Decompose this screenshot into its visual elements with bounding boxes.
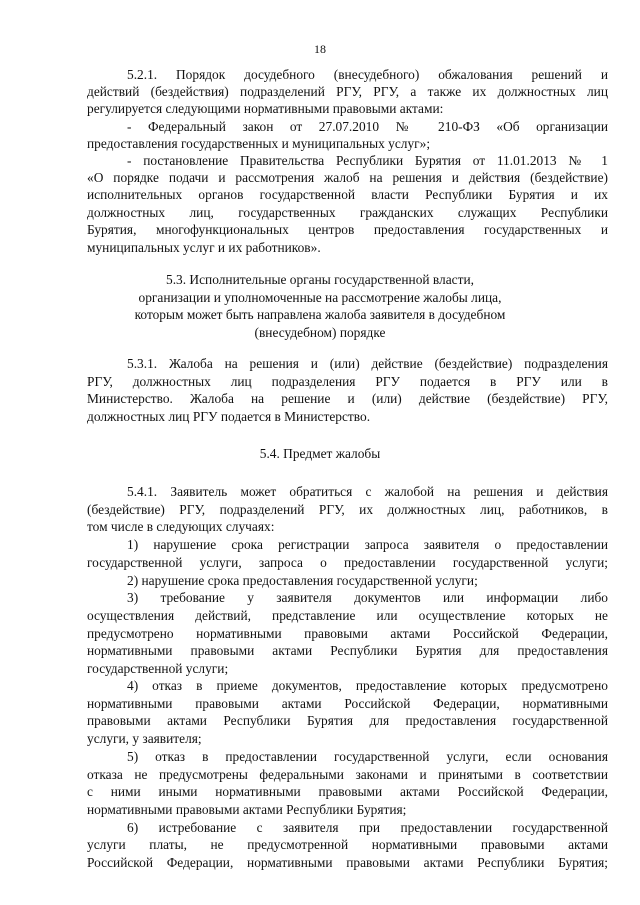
text-line: РГУ, должностных лиц подразделения РГУ подается в РГУ или в <box>87 374 608 389</box>
text-line: государственной услуги; <box>87 661 229 676</box>
text-line: предоставления государственных и муниципальных услуг»; <box>87 136 431 151</box>
text-line: муниципальных услуг и их работников». <box>87 240 321 255</box>
text-line: должностных лиц РГУ подается в Министерство. <box>87 409 371 424</box>
text-line: предусмотрено нормативными правовыми актами Российской Федерации, <box>87 626 608 641</box>
text-line: организации и уполномоченные на рассмотрение жалобы лица, <box>138 290 502 305</box>
text-line: правовыми актами Республики Бурятия для предоставления государственной <box>87 713 608 728</box>
text-line: услуги, у заявителя; <box>87 731 202 746</box>
text-line: (внесудебном) порядке <box>254 325 386 340</box>
text-line: 3) требование у заявителя документов или информации либо <box>127 590 608 605</box>
text-line: 5.3.1. Жалоба на решения и (или) действие (бездействие) подразделения <box>127 356 608 371</box>
text-line: 2) нарушение срока предоставления государственной услуги; <box>127 573 478 588</box>
text-line: 5.4. Предмет жалобы <box>259 446 381 461</box>
text-line: нормативными правовыми актами Республики Бурятия для предоставления <box>87 643 608 658</box>
text-line: 6) истребование с заявителя при предоставлении государственной <box>127 820 608 835</box>
text-line: нормативными правовыми актами Республики Бурятия; <box>87 802 407 817</box>
text-line: 5.2.1. Порядок досудебного (внесудебного) обжалования решений и <box>127 67 608 82</box>
text-line: действий (бездействия) подразделений РГУ, РГУ, а также их должностных лиц <box>87 84 608 99</box>
text-line: Министерство. Жалоба на решение и (или) действие (бездействие) РГУ, <box>87 391 608 406</box>
text-line: нормативными правовыми актами Российской Федерации, нормативными <box>87 696 608 711</box>
text-line: должностных лиц, государственных гражданских служащих Республики <box>87 205 608 220</box>
text-line: Российской Федерации, нормативными правовыми актами Республики Бурятия; <box>87 855 608 870</box>
text-line: 5) отказ в предоставлении государственной услуги, если основания <box>127 749 608 764</box>
text-line: «О порядке подачи и рассмотрения жалоб на решения и действия (бездействие) <box>87 170 608 185</box>
text-line: государственной услуги, запроса о предоставлении государственной услуги; <box>87 555 608 570</box>
text-line: Бурятия, многофункциональных центров предоставления государственных и <box>87 222 608 237</box>
page-number: 18 <box>314 42 326 56</box>
text-line: том числе в следующих случаях: <box>87 519 275 534</box>
text-line: (бездействие) РГУ, подразделений РГУ, их должностных лиц, работников, в <box>87 502 608 517</box>
text-line: регулируется следующими нормативными правовыми актами: <box>87 101 444 116</box>
text-line: - постановление Правительства Республики Бурятия от 11.01.2013 № 1 <box>127 153 608 168</box>
text-line: отказа не предусмотрены федеральными законами и принятыми в соответствии <box>87 767 608 782</box>
text-line: 5.3. Исполнительные органы государственной власти, <box>166 272 474 287</box>
text-line: 5.4.1. Заявитель может обратиться с жалобой на решения и действия <box>127 484 608 499</box>
text-line: которым может быть направлена жалоба заявителя в досудебном <box>134 307 506 322</box>
text-line: исполнительных органов государственной власти Республики Бурятия и их <box>87 187 608 202</box>
text-line: 4) отказ в приеме документов, предоставление которых предусмотрено <box>127 678 608 693</box>
text-line: с ними иными нормативными правовыми актами Российской Федерации, <box>87 784 608 799</box>
text-line: - Федеральный закон от 27.07.2010 № 210-ФЗ «Об организации <box>127 119 608 134</box>
text-line: услуги платы, не предусмотренной нормативными правовыми актами <box>87 837 608 852</box>
text-line: осуществления действий, представление или осуществление которых не <box>87 608 608 623</box>
text-line: 1) нарушение срока регистрации запроса заявителя о предоставлении <box>127 537 608 552</box>
